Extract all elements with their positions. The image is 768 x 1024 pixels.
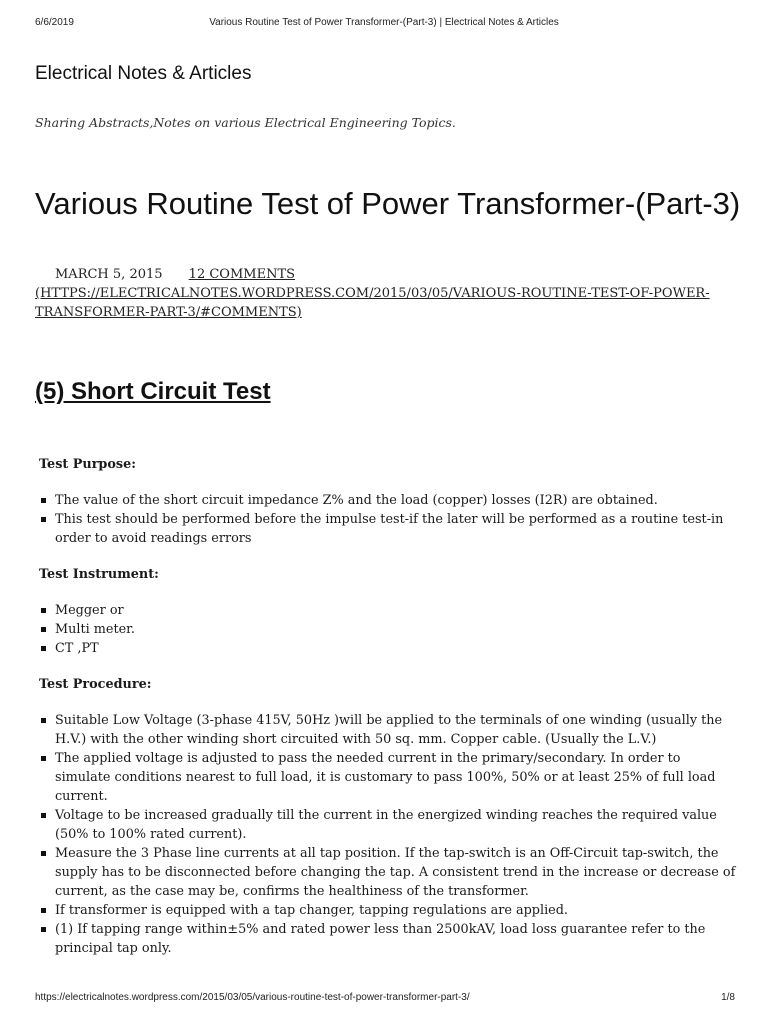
print-header <box>0 17 768 31</box>
bullet-icon <box>41 927 46 932</box>
list-item-text: The value of the short circuit impedance Z% and the load (copper) losses (I2R) are obtained. <box>55 493 658 508</box>
list-item-text: (1) If tapping range within±5% and rated power less than 2500kAV, load loss guarantee refer to the principal tap only. <box>55 922 706 956</box>
bullet-icon <box>41 718 46 723</box>
list-item <box>39 806 739 844</box>
list-item-text: Megger or <box>55 603 124 618</box>
comments-url-link[interactable]: (HTTPS://ELECTRICALNOTES.WORDPRESS.COM/2015/03/05/VARIOUS-ROUTINE-TEST-OF-POWER-TRANSFORMER-PART-3/#COMMENTS) <box>35 286 710 320</box>
bullet-icon <box>41 627 46 632</box>
post-date: MARCH 5, 2015 <box>55 267 163 282</box>
list-item-text: This test should be performed before the impulse test-if the later will be performed as a routine test-in order to avoid readings errors <box>55 512 724 546</box>
comments-link[interactable]: 12 COMMENTS <box>188 267 296 282</box>
list-item <box>39 601 739 620</box>
bullet-icon <box>41 646 46 651</box>
post-meta <box>35 265 735 322</box>
list-item <box>39 491 739 510</box>
test-procedure-list <box>39 711 739 958</box>
list-item <box>39 639 739 658</box>
article-content <box>39 455 739 958</box>
bullet-icon <box>41 908 46 913</box>
bullet-icon <box>41 498 46 503</box>
list-item <box>39 620 739 639</box>
list-item <box>39 901 739 920</box>
test-instrument-label: Test Instrument: <box>39 567 159 582</box>
print-page-title: Various Routine Test of Power Transformer-(Part-3) | Electrical Notes & Articles <box>209 17 559 28</box>
list-item <box>39 844 739 901</box>
list-item-text: The applied voltage is adjusted to pass the needed current in the primary/secondary. In order to simulate conditions nearest to full load, it is customary to pass 100%, 50% or at least 25% of full load current. <box>55 751 716 804</box>
test-procedure-label: Test Procedure: <box>39 677 152 692</box>
list-item-text: Voltage to be increased gradually till the current in the energized winding reaches the required value (50% to 100% rated current). <box>55 808 717 842</box>
test-purpose-label: Test Purpose: <box>39 457 136 472</box>
print-url: https://electricalnotes.wordpress.com/2015/03/05/various-routine-test-of-power-transformer-part-3/ <box>35 992 470 1003</box>
test-purpose-list <box>39 491 739 548</box>
bullet-icon <box>41 851 46 856</box>
bullet-icon <box>41 756 46 761</box>
page-number: 1/8 <box>721 992 735 1003</box>
section-heading: (5) Short Circuit Test <box>35 378 271 405</box>
site-title[interactable]: Electrical Notes & Articles <box>35 63 252 84</box>
post-title: Various Routine Test of Power Transformer-(Part-3) <box>35 186 741 221</box>
bullet-icon <box>41 517 46 522</box>
list-item <box>39 711 739 749</box>
list-item-text: Suitable Low Voltage (3-phase 415V, 50Hz )will be applied to the terminals of one winding (usually the H.V.) with the other winding short circuited with 50 sq. mm. Copper cable. (Usually the L.V.) <box>55 713 723 747</box>
list-item-text: If transformer is equipped with a tap changer, tapping regulations are applied. <box>55 903 568 918</box>
list-item <box>39 510 739 548</box>
print-date: 6/6/2019 <box>35 17 74 28</box>
list-item <box>39 749 739 806</box>
list-item <box>39 920 739 958</box>
bullet-icon <box>41 608 46 613</box>
list-item-text: CT ,PT <box>55 641 99 656</box>
list-item-text: Multi meter. <box>55 622 135 637</box>
site-description: Sharing Abstracts,Notes on various Electrical Engineering Topics. <box>35 115 456 130</box>
list-item-text: Measure the 3 Phase line currents at all tap position. If the tap-switch is an Off-Circuit tap-switch, the supply has to be disconnected before changing the tap. A consistent trend in the increase or decrease of current, as the case may be, confirms the healthiness of the transformer. <box>55 846 736 899</box>
bullet-icon <box>41 813 46 818</box>
test-instrument-list <box>39 601 739 658</box>
